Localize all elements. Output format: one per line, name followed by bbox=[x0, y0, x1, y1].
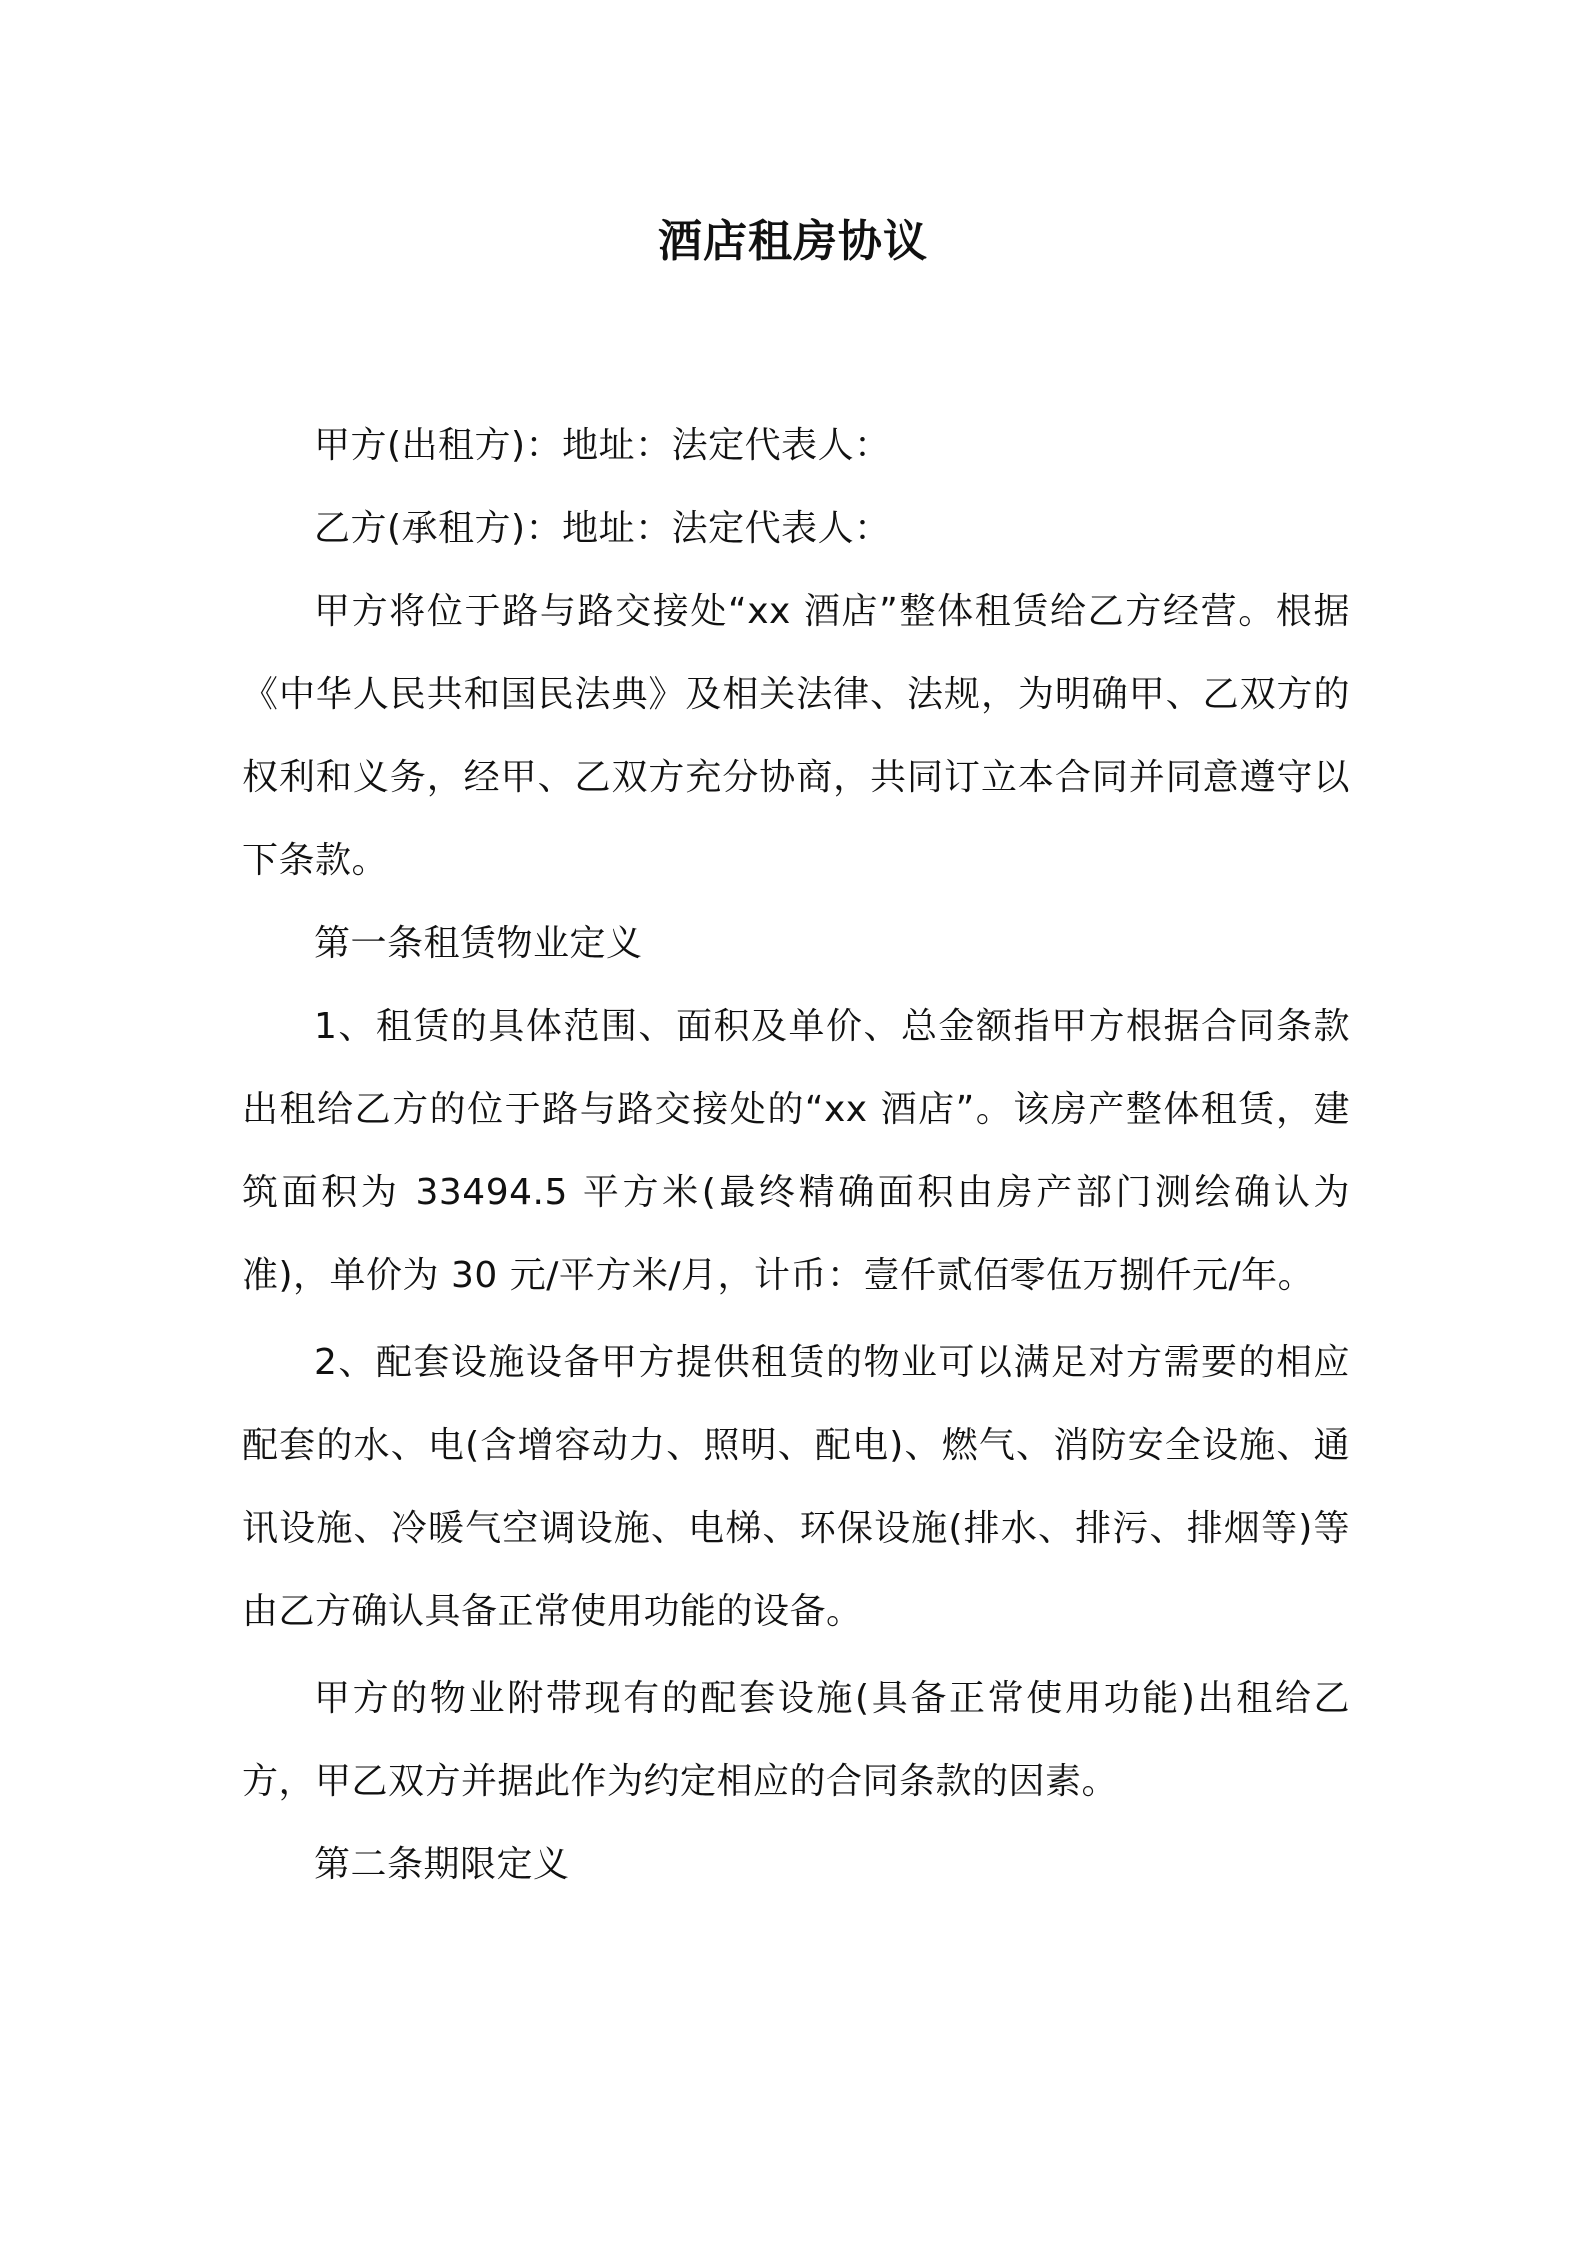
facilities-paragraph: 甲方的物业附带现有的配套设施(具备正常使用功能)出租给乙方，甲乙双方并据此作为约定相应的合同条款的因素。 bbox=[242, 1678, 1350, 1802]
party-b-line: 乙方(承租方)：地址：法定代表人： bbox=[314, 508, 891, 549]
clause-1-paragraph: 1、租赁的具体范围、面积及单价、总金额指甲方根据合同条款出租给乙方的位于路与路交接处的“xx 酒店”。该房产整体租赁，建筑面积为 33494.5 平方米(最终精确面积由房产部门测绘确认为准)，单价为 30 元/平方米/月，计币：壹仟贰佰零伍万捌仟元/年。 bbox=[242, 1006, 1350, 1296]
party-a-line: 甲方(出租方)：地址：法定代表人： bbox=[314, 425, 891, 466]
document-title: 酒店租房协议 bbox=[658, 216, 928, 267]
document-body bbox=[242, 404, 1350, 1906]
clause-2-paragraph: 2、配套设施设备甲方提供租赁的物业可以满足对方需要的相应配套的水、电(含增容动力、照明、配电)、燃气、消防安全设施、通讯设施、冷暖气空调设施、电梯、环保设施(排水、排污、排烟等)等由乙方确认具备正常使用功能的设备。 bbox=[242, 1342, 1350, 1632]
preamble-paragraph: 甲方将位于路与路交接处“xx 酒店”整体租赁给乙方经营。根据《中华人民共和国民法典》及相关法律、法规，为明确甲、乙双方的权利和义务，经甲、乙双方充分协商，共同订立本合同并同意遵守以下条款。 bbox=[242, 591, 1350, 881]
article-two-heading: 第二条期限定义 bbox=[314, 1844, 570, 1885]
article-one-heading: 第一条租赁物业定义 bbox=[314, 923, 643, 964]
